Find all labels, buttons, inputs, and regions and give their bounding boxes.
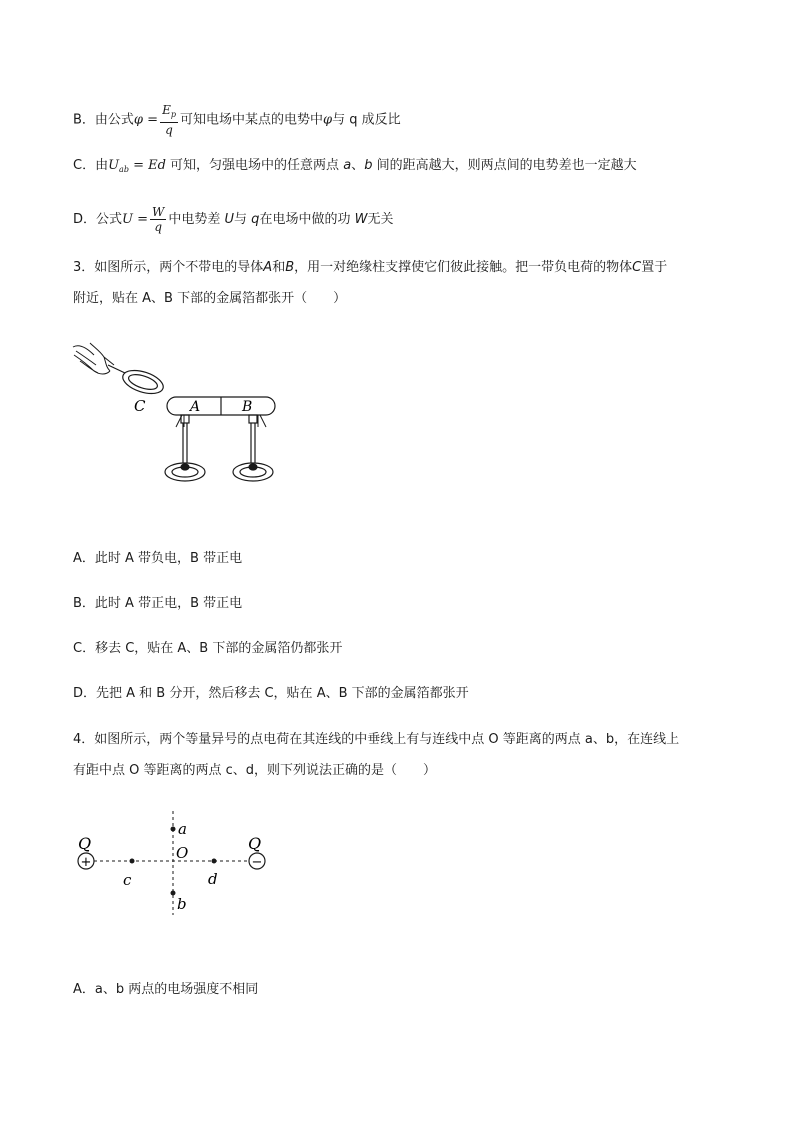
fraction-denominator: q: [154, 220, 163, 234]
hand-icon: [73, 343, 114, 374]
object-c: C: [632, 260, 642, 275]
q2-option-d-fraction: [150, 205, 166, 234]
label-a: a: [178, 820, 187, 838]
fraction-denominator: q: [165, 123, 173, 137]
fraction-numerator: E: [162, 103, 171, 117]
point-a-dot: [171, 827, 176, 832]
q3-text-b: 和: [272, 260, 286, 275]
fraction-numerator: W: [152, 205, 165, 219]
label-o: O: [176, 844, 189, 862]
q2-option-d-lhs: U =: [122, 212, 148, 227]
conductor-b: B: [285, 260, 295, 275]
point-c-dot: [130, 859, 135, 864]
q2-option-b-fraction: [160, 103, 178, 137]
insulating-stand-right: [233, 415, 273, 481]
q2-option-d-tail: 无关: [367, 212, 394, 227]
plus-sign: +: [80, 855, 92, 870]
q3-text-a: 3．如图所示，两个不带电的导体: [73, 260, 264, 275]
q2-option-b-prefix: B．由公式: [73, 112, 134, 128]
point-b-dot: [171, 891, 176, 896]
formula-rest: = Ed: [128, 158, 166, 173]
q3-option-d[interactable]: D．先把 A 和 B 分开，然后移去 C，贴在 A、B 下部的金属箔都张开: [73, 686, 469, 701]
q2-option-d: [73, 205, 393, 234]
label-a: A: [190, 399, 201, 415]
q2-option-d-mid3: 在电场中做的功: [259, 212, 351, 227]
q3-stem-line2: 附近，贴在 A、B 下部的金属箔都张开（ ）: [73, 291, 347, 306]
label-q-right: Q: [248, 834, 262, 853]
q2-option-d-mid1: 中电势差: [168, 212, 221, 227]
q3-text-d: 置于: [641, 260, 668, 275]
q2-option-c-prefix: C．由: [73, 158, 109, 173]
insulating-stand-left: [165, 415, 205, 481]
q2-option-b-tail: 与 q 成反比: [332, 112, 401, 128]
q3-option-a[interactable]: A．此时 A 带负电，B 带正电: [73, 551, 243, 566]
conductor-a: A: [263, 260, 273, 275]
q2-option-c-suffix: 可知，匀强电场中的任意两点: [170, 158, 340, 173]
rod-with-ring: [108, 365, 166, 398]
q2-option-d-mid2: 与: [234, 212, 248, 227]
point-b: b: [364, 158, 373, 173]
formula-u-sub: ab: [119, 165, 129, 174]
minus-sign: −: [251, 855, 263, 870]
q4-figure: [70, 805, 290, 920]
fraction-numerator-sub: p: [170, 110, 176, 119]
label-c: C: [134, 397, 146, 415]
q4-stem-line2: 有距中点 O 等距离的两点 c、d，则下列说法正确的是（ ）: [73, 763, 437, 778]
q2-option-d-prefix: D．公式: [73, 212, 123, 227]
q2-option-b-lhs: φ =: [133, 112, 159, 128]
conductors-ab: [167, 397, 275, 415]
q3-figure: [70, 335, 290, 495]
label-q-left: Q: [78, 834, 92, 853]
q3-stem-line1: [73, 258, 667, 278]
label-b: b: [177, 895, 187, 913]
point-d-dot: [212, 859, 217, 864]
q3-option-b[interactable]: B．此时 A 带正电，B 带正电: [73, 596, 243, 611]
label-c: c: [123, 871, 132, 889]
q4-stem-line1: 4．如图所示，两个等量异号的点电荷在其连线的中垂线上有与连线中点 O 等距离的两点 a、b，在连线上: [73, 732, 680, 747]
label-b: B: [242, 399, 253, 415]
separator: 、: [351, 158, 365, 173]
q2-option-c: [73, 156, 637, 180]
q2-option-b-suffix: 可知电场中某点的电势中: [179, 112, 323, 128]
point-a: a: [343, 158, 352, 173]
label-d: d: [208, 870, 218, 888]
q4-option-a[interactable]: A．a、b 两点的电场强度不相同: [73, 982, 259, 997]
q2-option-c-tail: 间的距高越大，则两点间的电势差也一定越大: [376, 158, 637, 173]
phi-symbol: φ: [322, 112, 333, 128]
formula-u: U: [108, 158, 120, 173]
symbol-q: q: [251, 212, 260, 227]
symbol-w: W: [354, 212, 368, 227]
q3-text-c: ，用一对绝缘柱支撑使它们彼此接触。把一带负电荷的物体: [294, 260, 633, 275]
q3-option-c[interactable]: C．移去 C，贴在 A、B 下部的金属箔仍都张开: [73, 641, 343, 656]
symbol-u: U: [224, 212, 235, 227]
q2-option-b: [73, 103, 401, 137]
